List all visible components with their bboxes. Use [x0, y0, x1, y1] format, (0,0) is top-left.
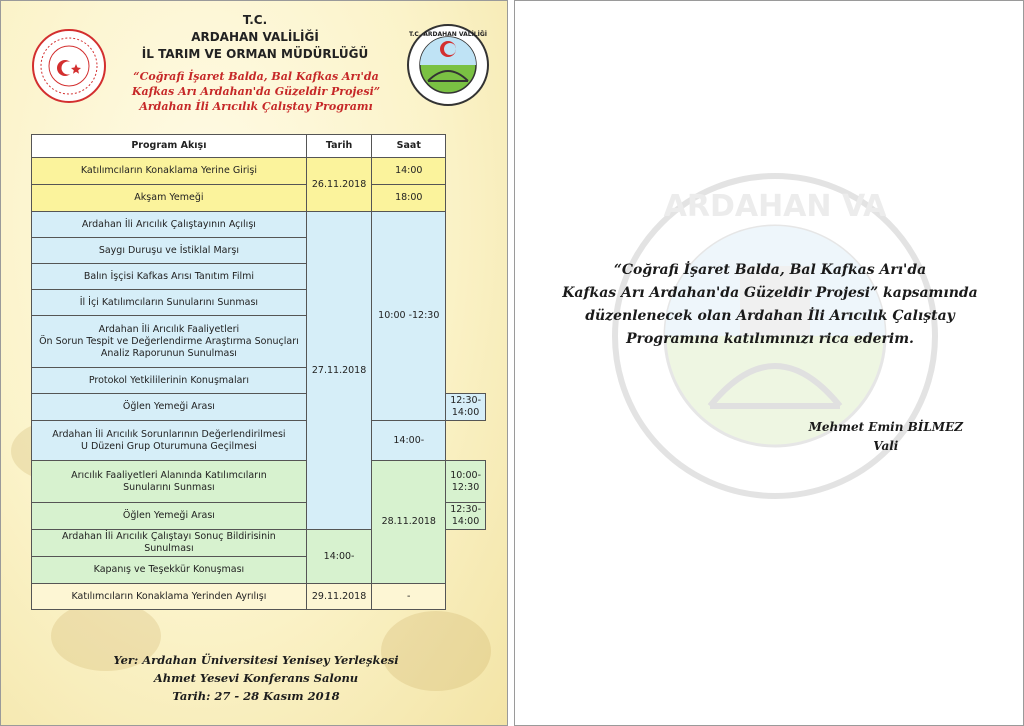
table-row [32, 421, 486, 461]
invitation-line: Kafkas Arı Ardahan'da Güzeldir Projesi” kapsamında [562, 285, 978, 301]
table-row [32, 185, 486, 212]
program-item: İl İçi Katılımcıların Sunularını Sunması [32, 290, 307, 316]
program-item [32, 316, 307, 368]
signer-name: Mehmet Emin BİLMEZ [808, 420, 963, 434]
table-row [32, 158, 486, 185]
col-header-program: Program Akışı [32, 135, 307, 158]
subtitle-line-1: “Coğrafi İşaret Balda, Bal Kafkas Arı'da [133, 70, 379, 83]
time-cell: 14:00 [372, 158, 446, 185]
time-cell: 14:00- [306, 530, 372, 584]
program-page [0, 0, 508, 726]
program-item-line: Arıcılık Faaliyetleri Alanında Katılımcıların [71, 469, 267, 481]
table-header-row [32, 135, 486, 158]
program-item: Ardahan İli Arıcılık Çalıştayı Sonuç Bildirisinin Sunulması [32, 530, 307, 557]
program-item: Saygı Duruşu ve İstiklal Marşı [32, 238, 307, 264]
program-item: Katılımcıların Konaklama Yerinden Ayrılışı [32, 584, 307, 610]
time-cell: 14:00- [372, 421, 446, 461]
invitation-line: Programına katılımınızı rica ederim. [626, 331, 914, 347]
program-item-line: Ardahan İli Arıcılık Faaliyetleri [98, 323, 240, 335]
program-item-line: Analiz Raporunun Sunulması [100, 347, 237, 359]
program-item: Ardahan İli Arıcılık Çalıştayının Açılışı [32, 212, 307, 238]
program-item [32, 461, 307, 503]
col-header-date: Tarih [306, 135, 372, 158]
date-cell: 29.11.2018 [306, 584, 372, 610]
signature-block [809, 418, 963, 456]
date-cell: 27.11.2018 [306, 212, 372, 530]
invitation-message [555, 259, 985, 351]
program-item [32, 421, 307, 461]
program-item: Katılımcıların Konaklama Yerine Girişi [32, 158, 307, 185]
footer-venue: Yer: Ardahan Üniversitesi Yenisey Yerleşkesi [113, 653, 399, 667]
time-cell: 10:00-12:30 [446, 461, 486, 503]
program-item: Öğlen Yemeği Arası [32, 503, 307, 530]
footer-hall: Ahmet Yesevi Konferans Salonu [153, 671, 359, 685]
signer-title: Vali [873, 439, 899, 453]
time-cell: - [372, 584, 446, 610]
header-valilik: ARDAHAN VALİLİĞİ [191, 30, 319, 44]
invitation-line: “Coğrafi İşaret Balda, Bal Kafkas Arı'da [613, 262, 927, 278]
header-tc: T.C. [242, 13, 268, 27]
program-item: Protokol Yetkililerinin Konuşmaları [32, 368, 307, 394]
footer-dates: Tarih: 27 - 28 Kasım 2018 [172, 689, 340, 703]
program-item: Öğlen Yemeği Arası [32, 394, 307, 421]
program-item: Kapanış ve Teşekkür Konuşması [32, 557, 307, 584]
header-mudurluk: İL TARIM VE ORMAN MÜDÜRLÜĞÜ [141, 47, 369, 61]
table-row [32, 461, 486, 503]
program-item: Akşam Yemeği [32, 185, 307, 212]
date-cell: 26.11.2018 [306, 158, 372, 212]
table-row [32, 212, 486, 238]
subtitle-line-2: Kafkas Arı Ardahan'da Güzeldir Projesi” [131, 85, 381, 98]
time-cell: 10:00 -12:30 [372, 212, 446, 421]
watermark-text: ARDAHAN VA [663, 189, 887, 224]
program-item-line: U Düzeni Grup Oturumuna Geçilmesi [80, 440, 257, 452]
invitation-line: düzenlenecek olan Ardahan İli Arıcılık Çalıştay [585, 308, 955, 324]
program-item: Balın İşçisi Kafkas Arısı Tanıtım Filmi [32, 264, 307, 290]
program-item-line: Ön Sorun Tespit ve Değerlendirme Araştırma Sonuçları [39, 335, 299, 347]
date-cell: 28.11.2018 [372, 461, 446, 584]
time-cell: 12:30-14:00 [446, 503, 486, 530]
program-item-line: Sunularını Sunması [123, 481, 215, 493]
table-row [32, 584, 486, 610]
invitation-page [514, 0, 1024, 726]
time-cell: 12:30-14:00 [446, 394, 486, 421]
program-table [31, 134, 486, 610]
col-header-time: Saat [372, 135, 446, 158]
time-cell: 18:00 [372, 185, 446, 212]
program-item-line: Ardahan İli Arıcılık Sorunlarının Değerlendirilmesi [52, 428, 286, 440]
logo-text: T.C. ARDAHAN VALİLİĞİ [408, 31, 488, 38]
subtitle-line-3: Ardahan İli Arıcılık Çalıştay Programı [139, 100, 373, 113]
